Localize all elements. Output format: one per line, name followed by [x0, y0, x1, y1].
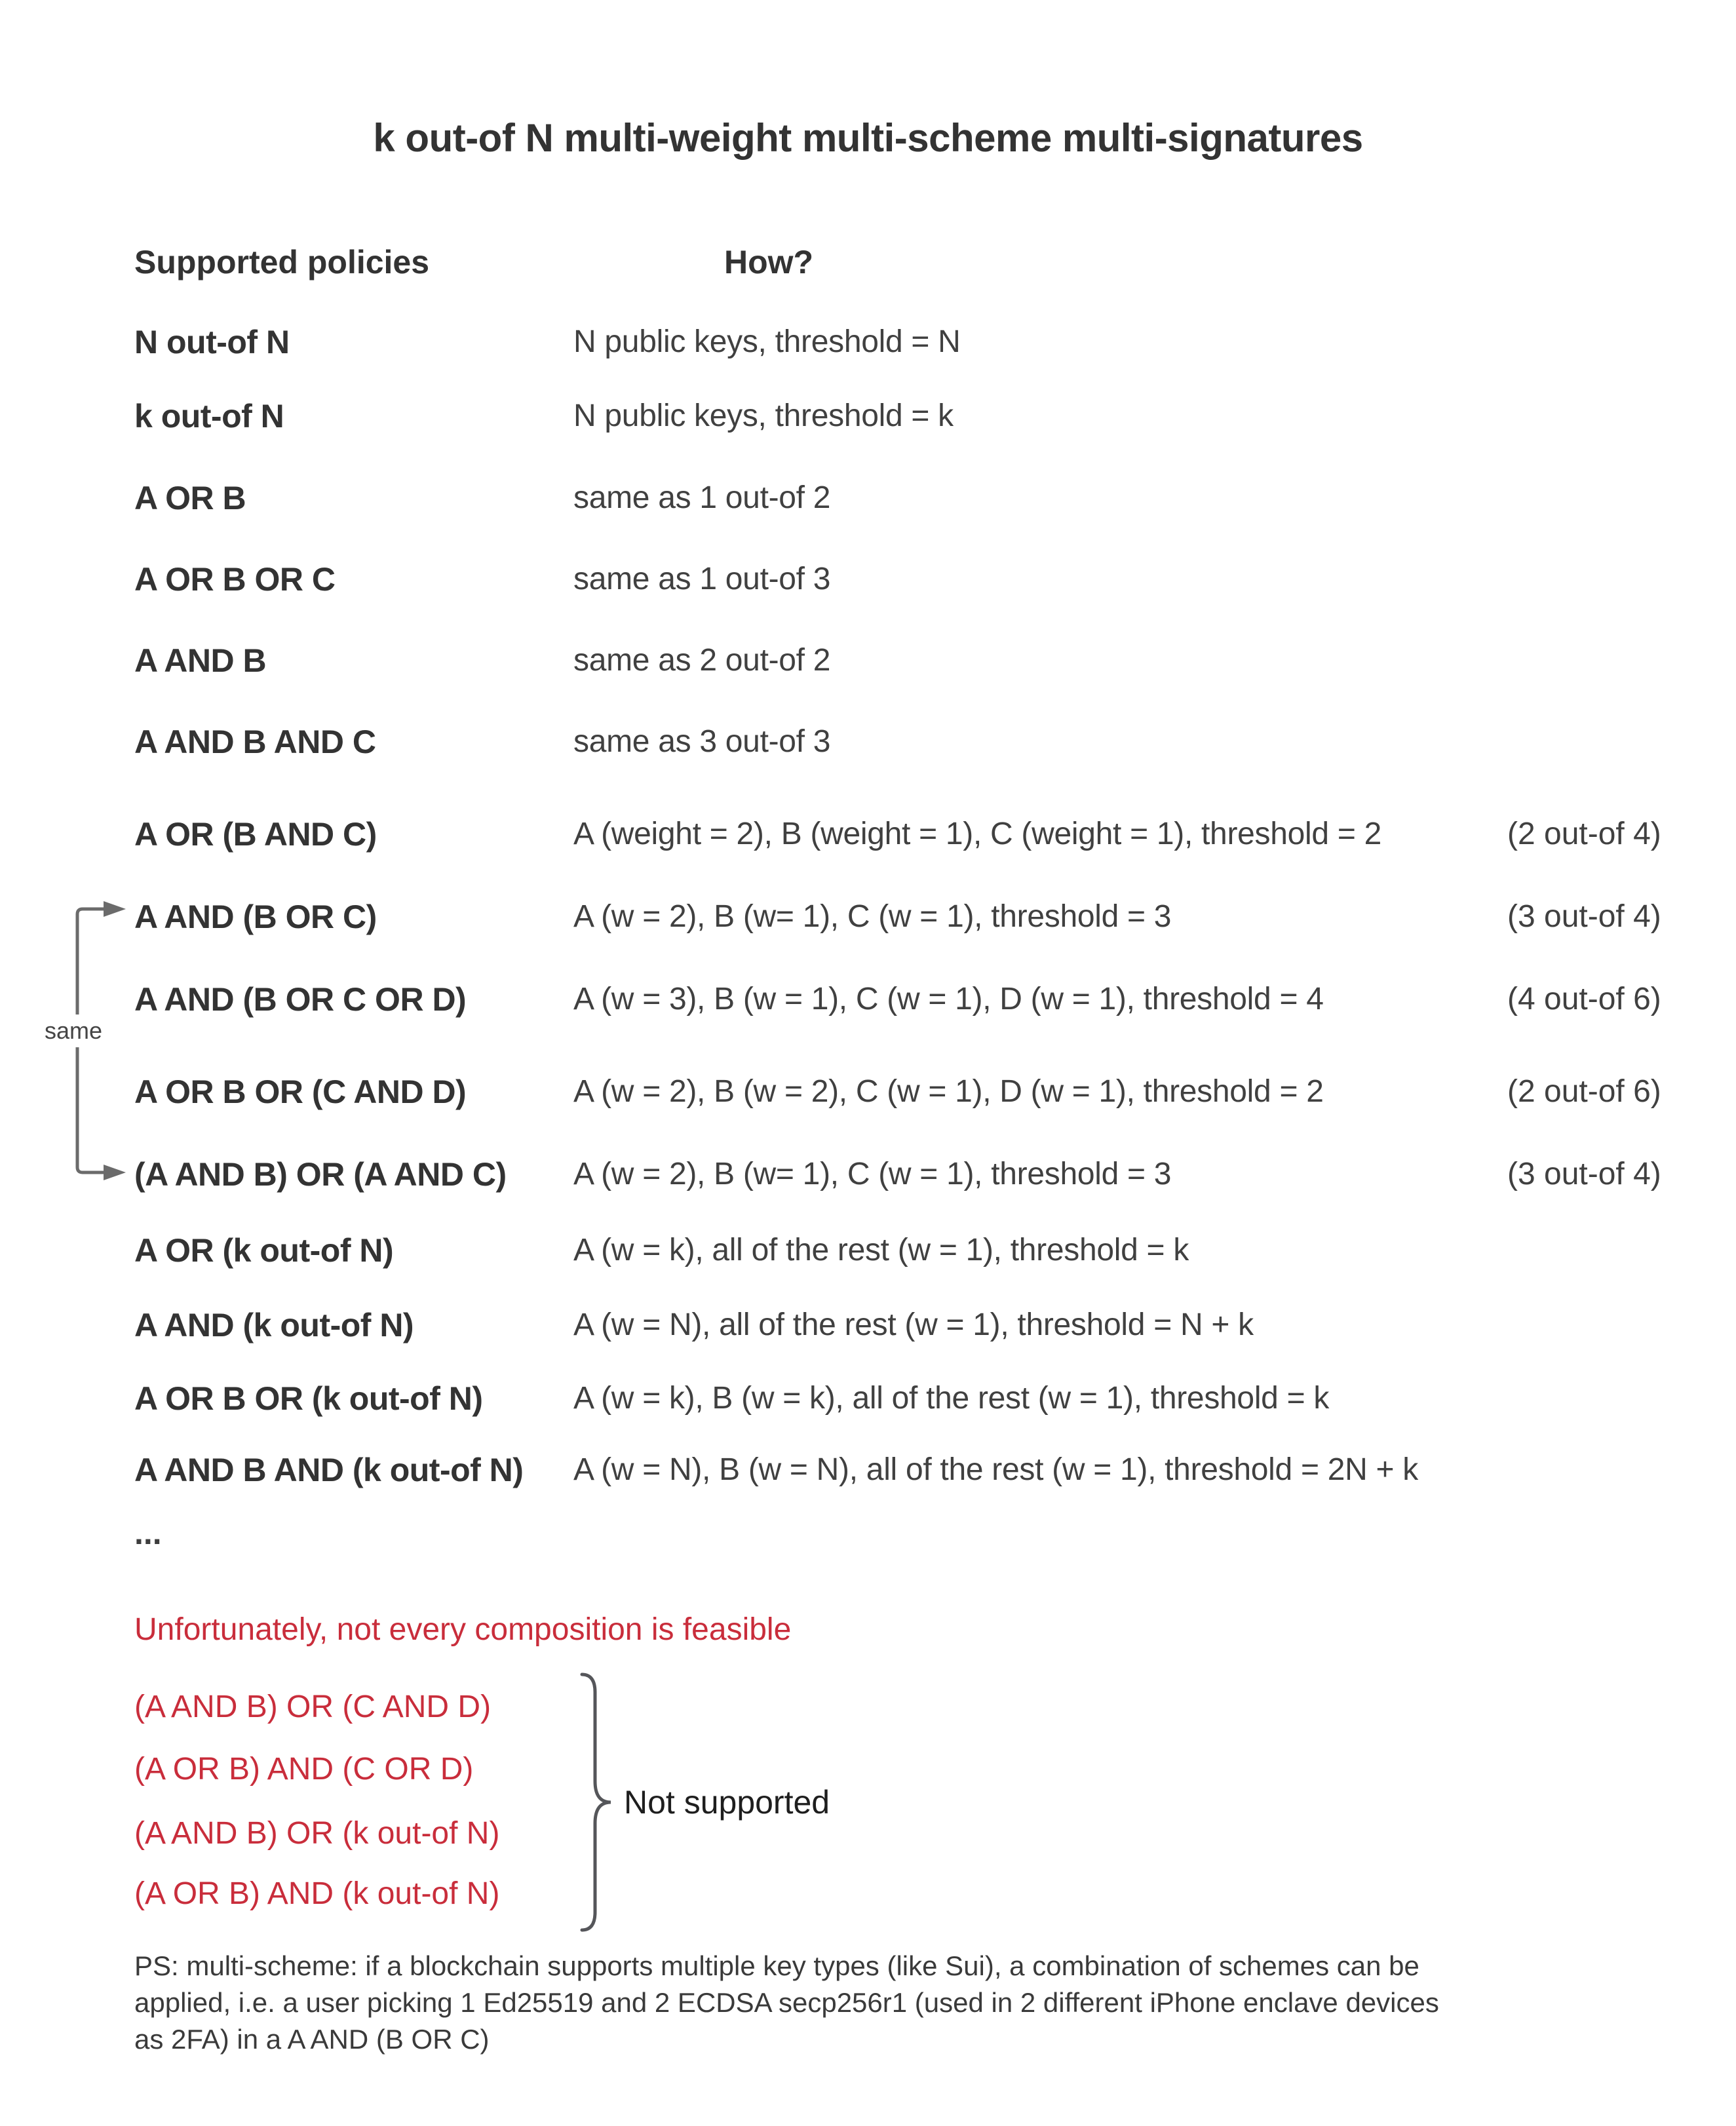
not-supported-label: Not supported [624, 1784, 830, 1821]
infeasible-item: (A AND B) OR (C AND D) [134, 1690, 492, 1724]
policy-cell: A OR B OR C [134, 561, 336, 598]
how-cell: A (w = 2), B (w= 1), C (w = 1), threshold = 3 [573, 1157, 1172, 1191]
out-of-note: (4 out-of 6) [1507, 982, 1661, 1016]
infeasible-heading: Unfortunately, not every composition is feasible [134, 1612, 792, 1647]
out-of-note: (3 out-of 4) [1507, 1157, 1661, 1191]
table-ellipsis: ... [134, 1515, 162, 1551]
out-of-note: (2 out-of 4) [1507, 817, 1661, 851]
out-of-note: (3 out-of 4) [1507, 899, 1661, 934]
arrow-right-icon [104, 901, 126, 917]
policy-cell: A OR B OR (k out-of N) [134, 1380, 483, 1417]
table-row [0, 895, 1736, 939]
out-of-note: (2 out-of 6) [1507, 1074, 1661, 1109]
table-row [0, 812, 1736, 857]
policy-cell: A OR (B AND C) [134, 816, 377, 853]
how-cell: A (w = k), B (w = k), all of the rest (w = 1), threshold = k [573, 1381, 1330, 1416]
how-cell: N public keys, threshold = k [573, 398, 954, 433]
table-row [0, 1448, 1736, 1492]
ps-line: applied, i.e. a user picking 1 Ed25519 and 2 ECDSA secp256r1 (used in 2 different iPhone enclave devices [134, 1987, 1439, 2018]
policy-cell: (A AND B) OR (A AND C) [134, 1156, 507, 1193]
table-row [0, 320, 1736, 364]
table-row [0, 1228, 1736, 1273]
table-row [0, 720, 1736, 764]
policy-cell: A AND B AND (k out-of N) [134, 1452, 524, 1488]
policy-cell: A AND (B OR C OR D) [134, 981, 467, 1018]
ps-line: PS: multi-scheme: if a blockchain supports multiple key types (like Sui), a combination of schemes can be [134, 1950, 1419, 1981]
infeasible-item: (A AND B) OR (k out-of N) [134, 1816, 500, 1851]
infeasible-item: (A OR B) AND (k out-of N) [134, 1876, 500, 1911]
ps-note [134, 1948, 1661, 2058]
table-row [0, 1376, 1736, 1421]
how-cell: same as 1 out-of 3 [573, 562, 831, 596]
how-cell: A (w = N), B (w = N), all of the rest (w = 1), threshold = 2N + k [573, 1452, 1418, 1487]
how-cell: A (w = 2), B (w = 2), C (w = 1), D (w = 1), threshold = 2 [573, 1074, 1324, 1109]
how-cell: same as 2 out-of 2 [573, 643, 831, 678]
page-title: k out-of N multi-weight multi-scheme multi-signatures [373, 116, 1363, 160]
table-row [0, 1152, 1736, 1197]
policy-cell: A AND B AND C [134, 724, 376, 760]
table-row [0, 476, 1736, 520]
table-row [0, 1070, 1736, 1114]
how-cell: A (w = k), all of the rest (w = 1), threshold = k [573, 1233, 1189, 1267]
table-row [0, 394, 1736, 438]
policy-cell: A OR (k out-of N) [134, 1232, 394, 1269]
how-cell: same as 3 out-of 3 [573, 724, 831, 759]
table-row [0, 638, 1736, 683]
ps-line: as 2FA) in a A AND (B OR C) [134, 2024, 490, 2055]
how-cell: N public keys, threshold = N [573, 324, 961, 359]
how-cell: A (w = N), all of the rest (w = 1), threshold = N + k [573, 1307, 1254, 1342]
table-row [0, 977, 1736, 1022]
arrow-right-icon [104, 1165, 126, 1180]
how-cell: same as 1 out-of 2 [573, 480, 831, 515]
table-row [0, 1303, 1736, 1347]
policy-cell: N out-of N [134, 324, 290, 360]
infeasible-item: (A OR B) AND (C OR D) [134, 1752, 474, 1787]
same-label: same [39, 1015, 107, 1047]
how-cell: A (weight = 2), B (weight = 1), C (weight = 1), threshold = 2 [573, 817, 1381, 851]
how-cell: A (w = 3), B (w = 1), C (w = 1), D (w = 1), threshold = 4 [573, 982, 1324, 1016]
policy-cell: k out-of N [134, 398, 284, 435]
column-header-how: How? [724, 244, 814, 280]
policy-cell: A AND B [134, 642, 267, 679]
policy-cell: A AND (k out-of N) [134, 1307, 414, 1343]
policy-cell: A AND (B OR C) [134, 899, 377, 935]
table-row [0, 557, 1736, 602]
how-cell: A (w = 2), B (w= 1), C (w = 1), threshold = 3 [573, 899, 1172, 934]
policy-cell: A OR B OR (C AND D) [134, 1073, 467, 1110]
policy-cell: A OR B [134, 480, 246, 516]
column-header-supported-policies: Supported policies [134, 244, 430, 280]
